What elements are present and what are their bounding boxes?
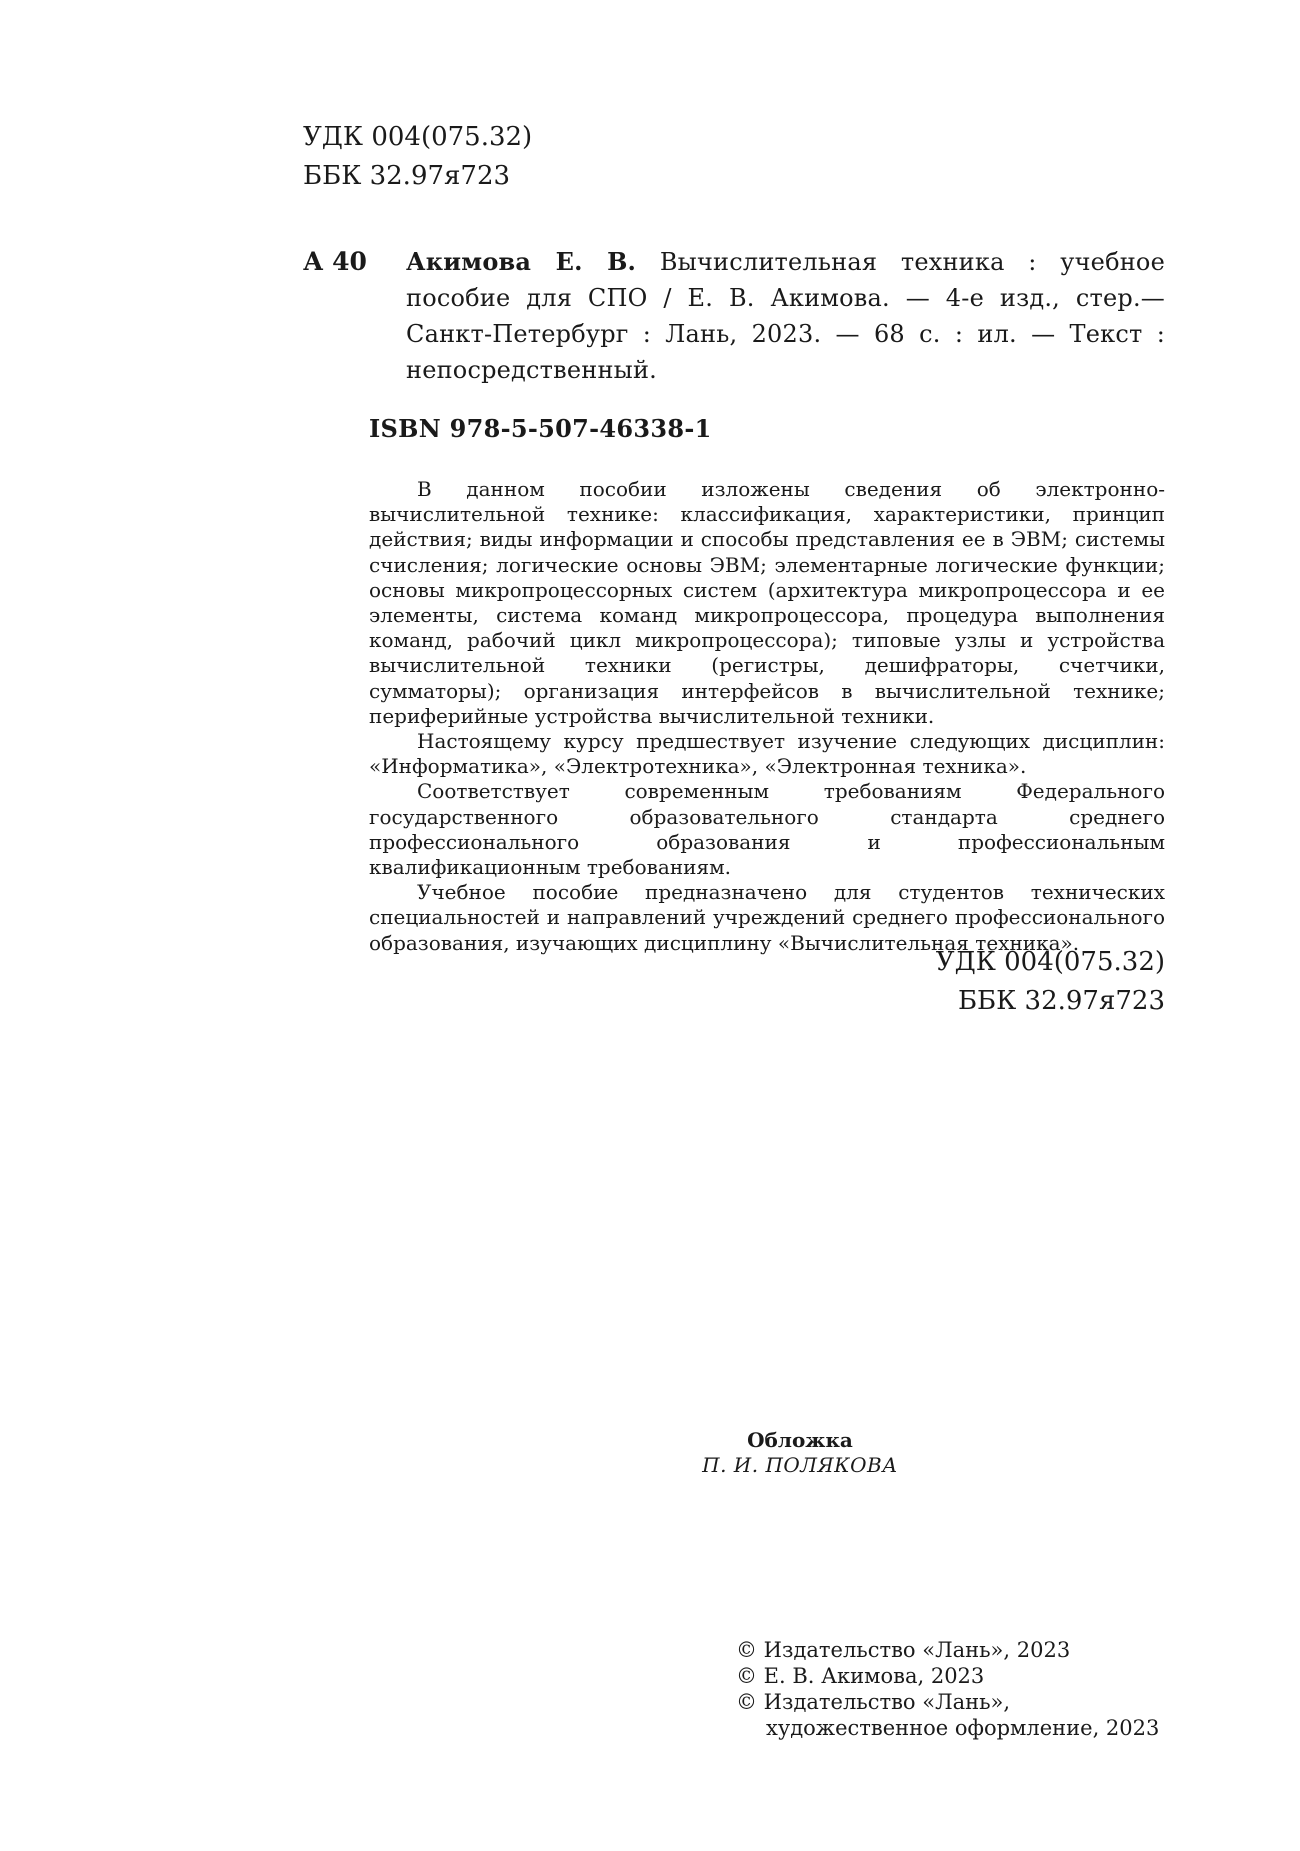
annotation-paragraph: Учебное пособие предназначено для студентов технических специальностей и направлений учреждений среднего профессионального образования, изучающих дисциплину «Вычислительная техника».: [369, 880, 1165, 955]
bibliographic-entry: [303, 244, 1165, 388]
udk-code: УДК 004(075.32): [935, 947, 1165, 977]
header-classification-codes: [303, 118, 532, 196]
footer-classification-codes: [936, 943, 1165, 1021]
cover-credit: [640, 1428, 960, 1478]
copyright-line: © Издательство «Лань»,: [736, 1690, 1011, 1714]
annotation-paragraph: Настоящему курсу предшествует изучение следующих дисциплин: «Информатика», «Электротехника», «Электронная техника».: [369, 729, 1165, 779]
annotation-block: [369, 477, 1165, 956]
annotation-paragraph: В данном пособии изложены сведения об электронно-вычислительной технике: классификация, характеристики, принцип действия; виды информации и способы представления ее в ЭВМ; системы счисления; логические основы ЭВМ; элементарные логические функции; основы микропроцессорных систем (архитектура микропроцессора и ее элементы, система команд микропроцессора, процедура выполнения команд, рабочий цикл микропроцессора); типовые узлы и устройства вычислительной техники (регистры, дешифраторы, счетчики, сумматоры); организация интерфейсов в вычислительной технике; периферийные устройства вычислительной техники.: [369, 477, 1165, 728]
cover-credit-label: Обложка: [747, 1428, 853, 1452]
bbk-code: ББК 32.97я723: [957, 986, 1165, 1016]
copyright-line: художественное оформление, 2023: [766, 1716, 1160, 1740]
author-name: Акимова Е. В.: [406, 247, 637, 276]
author-mark: А 40: [303, 247, 367, 276]
cover-designer-name: П. И. ПОЛЯКОВА: [702, 1453, 898, 1477]
copyright-line: © Е. В. Акимова, 2023: [736, 1664, 985, 1688]
bbk-code: ББК 32.97я723: [303, 161, 511, 191]
copyright-line: © Издательство «Лань», 2023: [736, 1638, 1071, 1662]
udk-code: УДК 004(075.32): [303, 122, 533, 152]
copyright-block: [736, 1637, 1159, 1741]
annotation-paragraph: Соответствует современным требованиям Федерального государственного образовательного стандарта среднего профессионального образования и профессиональным квалификационным требованиям.: [369, 779, 1165, 880]
book-description: Вычислительная техника : учебное пособие для СПО / Е. В. Акимова. — 4-е изд., стер.— Санкт-Петербург : Лань, 2023. — 68 с. : ил. — Текст : непосредственный.: [406, 248, 1165, 384]
isbn-number: ISBN 978-5-507-46338-1: [369, 414, 712, 443]
bibliographic-description: [406, 244, 1165, 388]
